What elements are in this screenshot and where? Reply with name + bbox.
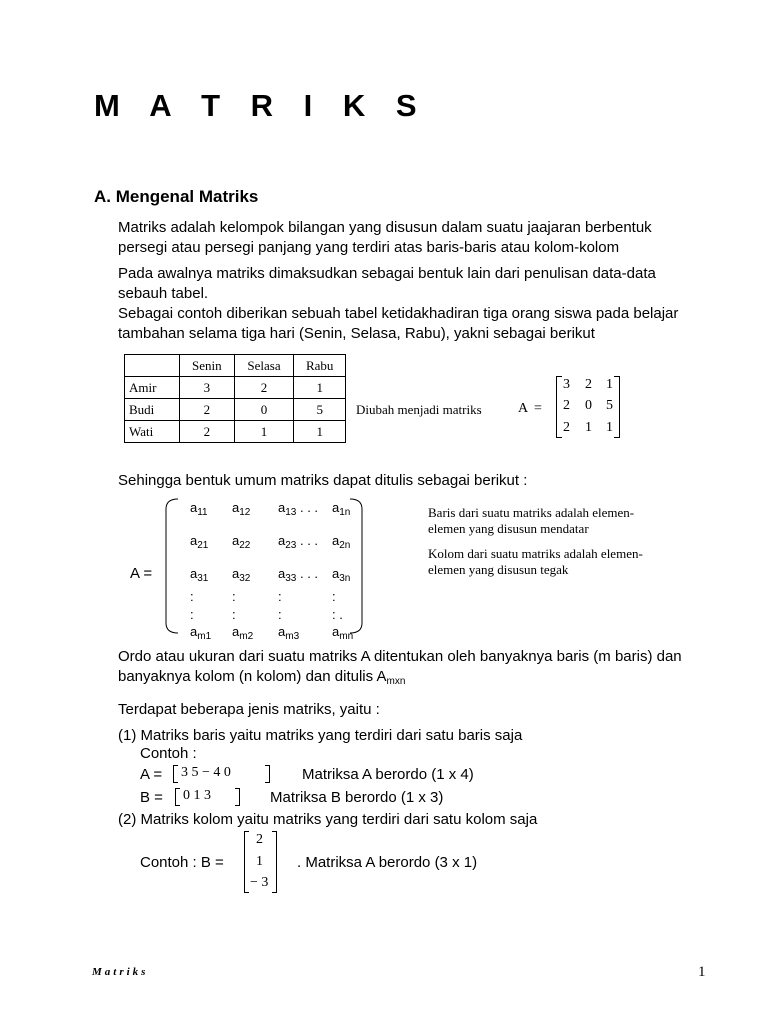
page-title: M A T R I K S: [94, 88, 428, 123]
right-bracket: [235, 788, 240, 806]
text-line: tambahan selama tiga hari (Senin, Selasa, Rabu), yakni sebagai berikut: [118, 325, 595, 342]
row-note: [428, 505, 634, 537]
general-matrix-cell: $a_{11}$: [190, 500, 208, 518]
row-matrix-b-values: 0 1 3: [183, 788, 211, 803]
left-bracket: [173, 765, 178, 783]
attendance-table: [124, 354, 346, 443]
left-bracket: [556, 376, 562, 438]
table-header-cell: [125, 355, 180, 377]
ordo-text: banyaknya kolom (n kolom) dan ditulis A: [118, 668, 387, 685]
text-line: elemen yang disusun mendatar: [428, 521, 589, 536]
table-cell: Budi: [125, 399, 180, 421]
general-matrix-cell: $a_{31}$: [190, 566, 209, 584]
right-bracket: [614, 376, 620, 438]
column-cell: 1: [256, 854, 263, 869]
example-label: Contoh :: [140, 745, 197, 762]
right-bracket: [265, 765, 270, 783]
table-cell: 1: [294, 377, 346, 399]
column-cell: − 3: [250, 875, 269, 890]
page-number: 1: [698, 964, 706, 980]
left-bracket: [175, 788, 180, 806]
general-matrix-cell: $a_{12}$: [232, 500, 251, 518]
general-matrix-cell: $a_{32}$: [232, 566, 251, 584]
column-cell: 2: [256, 832, 263, 847]
row-matrix-b-lhs: B =: [140, 789, 163, 806]
paragraph-origin: [118, 264, 678, 344]
type-2-heading: (2) Matriks kolom yaitu matriks yang terdiri dari satu kolom saja: [118, 811, 538, 828]
table-cell: 1: [234, 421, 294, 443]
general-matrix-cell: $a_{21}$: [190, 533, 209, 551]
row-matrix-a-values: 3 5 − 4 0: [181, 765, 231, 780]
table-cell: 5: [294, 399, 346, 421]
general-matrix-cell: $a_{13}$ . . .: [278, 500, 319, 518]
general-matrix-cell: $a_{2n}$: [332, 533, 351, 551]
table-cell: Wati: [125, 421, 180, 443]
matrix-var-a: A: [518, 401, 529, 416]
general-matrix-cell: :: [190, 607, 194, 622]
matrix-cell: 2: [585, 377, 592, 392]
column-example-label: Contoh : B =: [140, 854, 224, 871]
text-line: persegi atau persegi panjang yang terdiri atas baris-baris atau kolom-kolom: [118, 239, 620, 256]
footer-title: Matriks: [92, 966, 149, 978]
ordo-paragraph: [118, 647, 682, 692]
text-line: Kolom dari suatu matriks adalah elemen-: [428, 546, 643, 561]
general-matrix-cell: :: [332, 589, 336, 604]
general-matrix-cell: $a_{3n}$: [332, 566, 351, 584]
text-line: Matriks adalah kelompok bilangan yang disusun dalam suatu jaajaran berbentuk: [118, 219, 652, 236]
matrix-cell: 2: [563, 398, 570, 413]
table-cell: 2: [180, 399, 235, 421]
text-line: Baris dari suatu matriks adalah elemen-: [428, 505, 635, 520]
table-header-cell: Rabu: [294, 355, 346, 377]
matrix-cell: 1: [585, 420, 592, 435]
text-line: elemen yang disusun tegak: [428, 562, 569, 577]
text-line: Ordo atau ukuran dari suatu matriks A ditentukan oleh banyaknya baris (m baris) dan: [118, 648, 682, 665]
table-row: [125, 377, 346, 399]
types-intro: Terdapat beberapa jenis matriks, yaitu :: [118, 701, 380, 718]
matrix-cell: 2: [563, 420, 570, 435]
general-matrix-cell: $a_{m2}$: [232, 624, 254, 642]
text-line: Pada awalnya matriks dimaksudkan sebagai bentuk lain dari penulisan data-data: [118, 265, 656, 282]
general-matrix-cell: :: [190, 589, 194, 604]
general-matrix-cell: :: [278, 589, 282, 604]
general-matrix-cell: :: [232, 589, 236, 604]
table-cell: 1: [294, 421, 346, 443]
row-matrix-a-lhs: A =: [140, 766, 163, 783]
row-matrix-a-desc: Matriksa A berordo (1 x 4): [302, 766, 474, 783]
general-matrix-cell: $a_{1n}$: [332, 500, 351, 518]
table-cell: Amir: [125, 377, 180, 399]
table-cell: 2: [234, 377, 294, 399]
matrix-cell: 1: [606, 377, 613, 392]
column-matrix-desc: . Matriksa A berordo (3 x 1): [297, 854, 478, 871]
matrix-cell: 3: [563, 377, 570, 392]
column-note: [428, 546, 643, 578]
general-form-intro: Sehingga bentuk umum matriks dapat ditulis sebagai berikut :: [118, 472, 528, 489]
table-header-cell: Senin: [180, 355, 235, 377]
table-cell: 0: [234, 399, 294, 421]
general-matrix-cell: $a_{mn}$: [332, 624, 354, 642]
table-cell: 3: [180, 377, 235, 399]
table-row: [125, 421, 346, 443]
left-bracket: [244, 831, 249, 893]
general-matrix-cell: :: [278, 607, 282, 622]
text-line: Sebagai contoh diberikan sebuah tabel ketidakhadiran tiga orang siswa pada belajar: [118, 305, 679, 322]
general-matrix-cell: :: [232, 607, 236, 622]
table-header-cell: Selasa: [234, 355, 294, 377]
type-1-heading: (1) Matriks baris yaitu matriks yang terdiri dari satu baris saja: [118, 727, 523, 744]
right-bracket: [272, 831, 277, 893]
general-matrix-cell: $a_{22}$: [232, 533, 251, 551]
matrix-cell: 5: [606, 398, 613, 413]
section-a-heading: A. Mengenal Matriks: [94, 187, 259, 206]
text-line: [118, 667, 682, 692]
ordo-subscript: mxn: [386, 676, 406, 687]
table-header-row: [125, 355, 346, 377]
general-matrix-cell: : .: [332, 607, 343, 622]
paragraph-definition: [118, 218, 652, 258]
general-matrix-lhs: A =: [130, 565, 153, 582]
matrix-cell: 0: [585, 398, 592, 413]
matrix-cell: 1: [606, 420, 613, 435]
equals-sign: =: [534, 401, 542, 416]
general-matrix-cell: $a_{m3}$: [278, 624, 300, 642]
general-matrix-cell: $a_{33}$ . . .: [278, 566, 319, 584]
general-matrix-cell: $a_{23}$ . . .: [278, 533, 319, 551]
table-cell: 2: [180, 421, 235, 443]
table-row: [125, 399, 346, 421]
row-matrix-b-desc: Matriksa B berordo (1 x 3): [270, 789, 444, 806]
general-matrix-cell: $a_{m1}$: [190, 624, 212, 642]
converted-label: Diubah menjadi matriks: [356, 402, 482, 417]
text-line: sebauh tabel.: [118, 285, 209, 302]
